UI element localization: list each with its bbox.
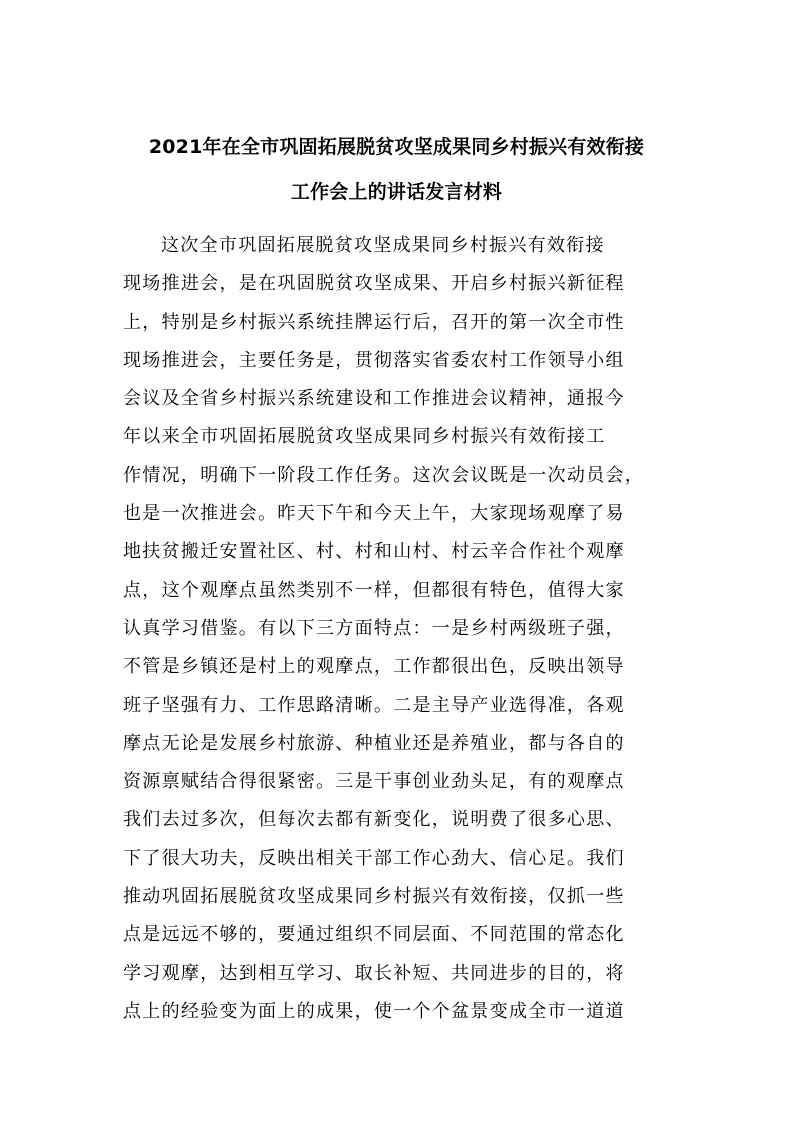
- paragraph-line: 点是远远不够的，要通过组织不同层面、不同范围的常态化: [123, 924, 625, 946]
- paragraph-line: 学习观摩，达到相互学习、取长补短、共同进步的目的，将: [123, 962, 625, 984]
- document-title-line-2: 工作会上的讲话发言材料: [290, 181, 503, 203]
- paragraph-line: 我们去过多次，但每次去都有新变化，说明费了很多心思、: [123, 809, 625, 831]
- paragraph-line: 也是一次推进会。昨天下午和今天上午，大家现场观摩了易: [123, 503, 625, 525]
- paragraph-line: 资源禀赋结合得很紧密。三是干事创业劲头足，有的观摩点: [123, 771, 625, 793]
- paragraph-line: 点上的经验变为面上的成果，使一个个盆景变成全市一道道: [123, 1000, 625, 1022]
- paragraph-line: 推动巩固拓展脱贫攻坚成果同乡村振兴有效衔接，仅抓一些: [123, 886, 625, 908]
- paragraph-line: 不管是乡镇还是村上的观摩点，工作都很出色，反映出领导: [123, 656, 625, 678]
- paragraph-line: 现场推进会，主要任务是，贯彻落实省委农村工作领导小组: [123, 349, 625, 371]
- paragraph-line: 下了很大功夫，反映出相关干部工作心劲大、信心足。我们: [123, 847, 625, 869]
- paragraph-line: 认真学习借鉴。有以下三方面特点：一是乡村两级班子强，: [123, 617, 625, 639]
- paragraph-line: 这次全市巩固拓展脱贫攻坚成果同乡村振兴有效衔接: [161, 235, 605, 256]
- paragraph-line: 摩点无论是发展乡村旅游、种植业还是养殖业，都与各自的: [123, 732, 625, 754]
- paragraph-line: 点，这个观摩点虽然类别不一样，但都很有特色，值得大家: [123, 579, 625, 601]
- paragraph-line: 作情况，明确下一阶段工作任务。这次会议既是一次动员会，: [123, 464, 645, 486]
- paragraph-line: 地扶贫搬迁安置社区、村、村和山村、村云辛合作社个观摩: [123, 541, 625, 563]
- paragraph-line: 会议及全省乡村振兴系统建设和工作推进会议精神，通报今: [123, 388, 625, 410]
- document-title-line-1: 2021年在全市巩固拓展脱贫攻坚成果同乡村振兴有效衔接: [148, 136, 645, 158]
- paragraph-line: 年以来全市巩固拓展脱贫攻坚成果同乡村振兴有效衔接工: [123, 426, 606, 448]
- paragraph-line: 上，特别是乡村振兴系统挂牌运行后，召开的第一次全市性: [123, 311, 625, 333]
- body-paragraph: [123, 227, 683, 1031]
- paragraph-line: 现场推进会，是在巩固脱贫攻坚成果、开启乡村振兴新征程: [123, 273, 625, 295]
- paragraph-line: 班子坚强有力、工作思路清晰。二是主导产业选得准，各观: [123, 694, 625, 716]
